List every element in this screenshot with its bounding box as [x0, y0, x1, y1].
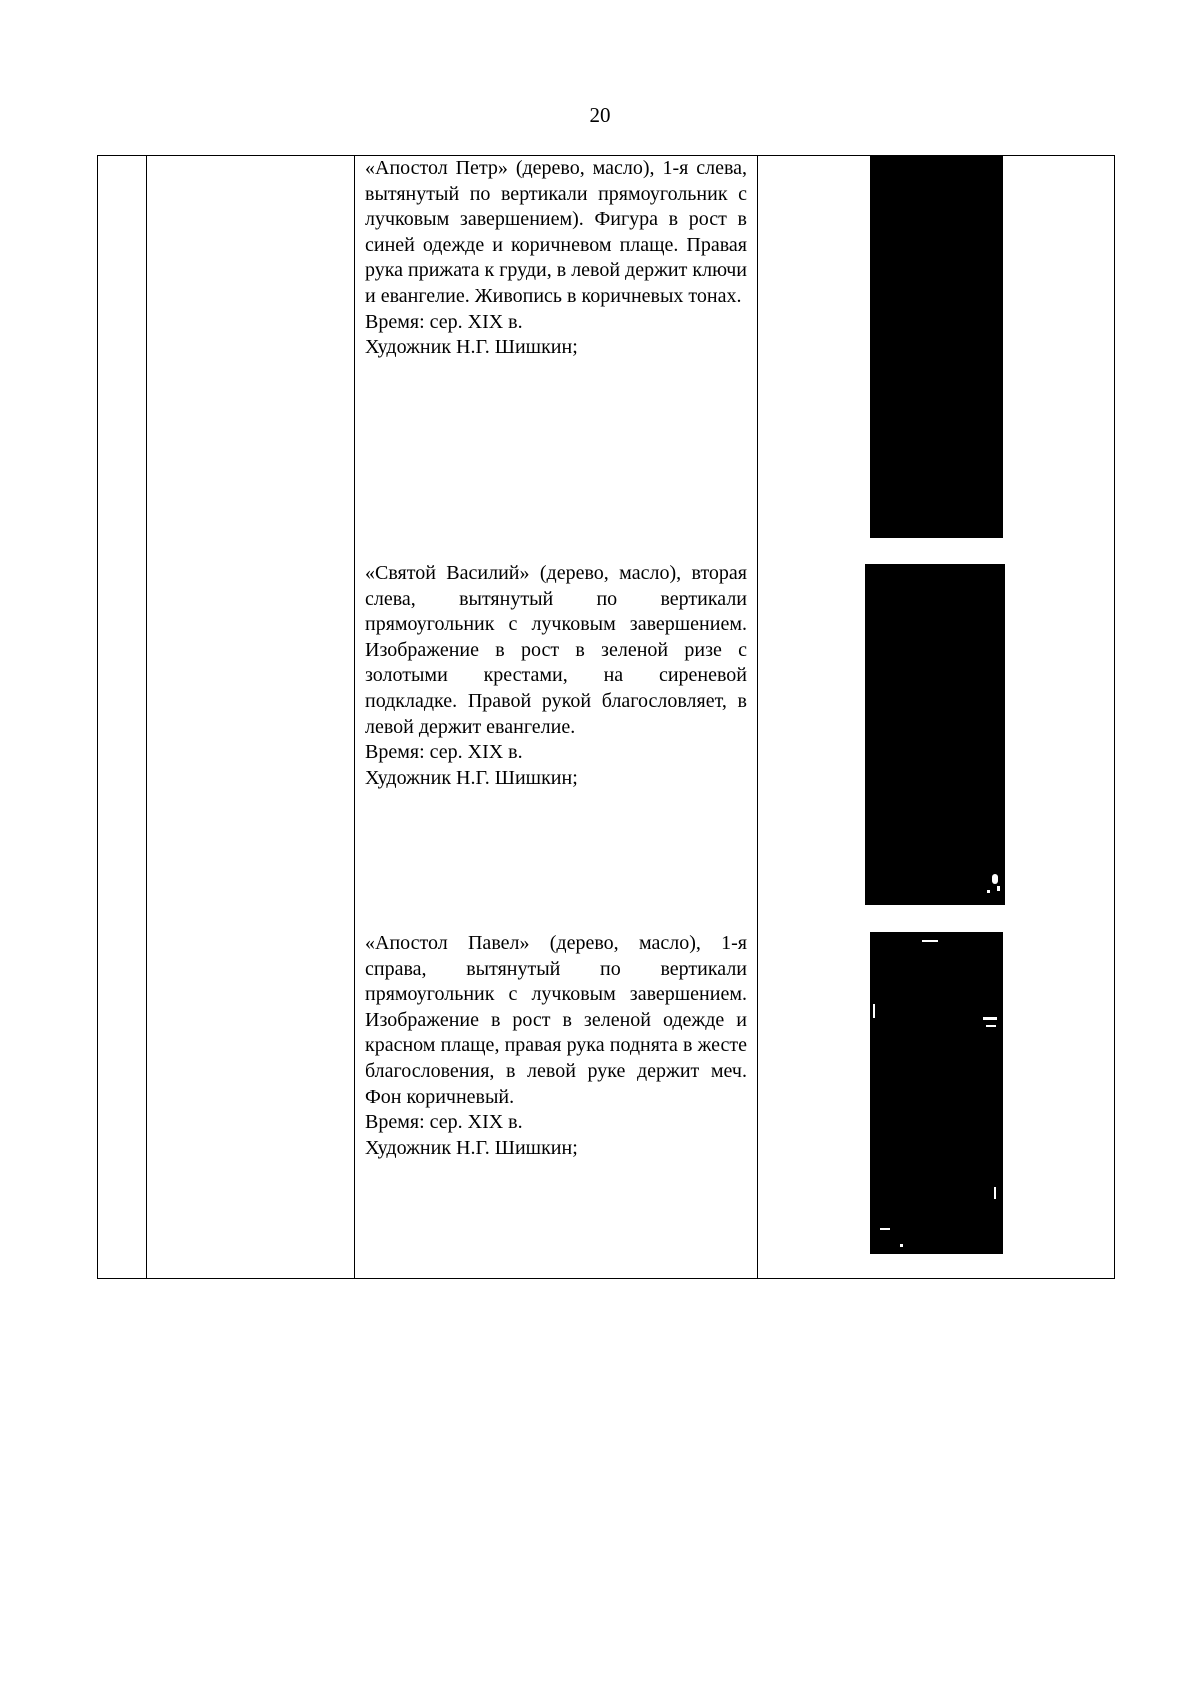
- entry-time: Время: сер. XIX в.: [365, 741, 523, 764]
- entry-time: Время: сер. XIX в.: [365, 1111, 523, 1134]
- entry-description: «Апостол Петр» (дерево, масло), 1-я слева, вытянутый по вертикали прямоугольник с лучковым завершением). Фигура в рост в синей одежде и коричневом плаще. Правая рука прижата к груди, в левой держит ключи и евангелие. Живопись в коричневых тонах.: [365, 157, 748, 307]
- column-divider: [354, 156, 355, 1278]
- table-row: [365, 931, 747, 1161]
- table-row: [365, 156, 747, 361]
- table-row: [365, 561, 747, 791]
- entry-artist: Художник Н.Г. Шишкин;: [365, 336, 578, 359]
- entry-artist: Художник Н.Г. Шишкин;: [365, 1136, 578, 1159]
- photo-placeholder: [870, 156, 1003, 538]
- column-divider: [757, 156, 758, 1278]
- entry-artist: Художник Н.Г. Шишкин;: [365, 766, 578, 789]
- photo-placeholder: [870, 932, 1003, 1254]
- page-number: 20: [589, 103, 611, 127]
- entry-description: «Святой Василий» (дерево, масло), вторая слева, вытянутый по вертикали прямоугольник с лучковым завершением. Изображение в рост в зеленой ризе с золотыми крестами, на сиреневой подкладке. Правой рукой благословляет, в левой держит евангелие.: [365, 562, 747, 738]
- photo-placeholder: [865, 564, 1005, 905]
- entry-description: «Апостол Павел» (дерево, масло), 1-я справа, вытянутый по вертикали прямоугольник с лучковым завершением. Изображение в рост в зеленой одежде и красном плаще, правая рука поднята в жесте благословения, в левой руке держит меч. Фон коричневый.: [365, 932, 747, 1108]
- entry-time: Время: сер. XIX в.: [365, 310, 523, 333]
- column-divider: [146, 156, 147, 1278]
- object-table: [97, 155, 1115, 1279]
